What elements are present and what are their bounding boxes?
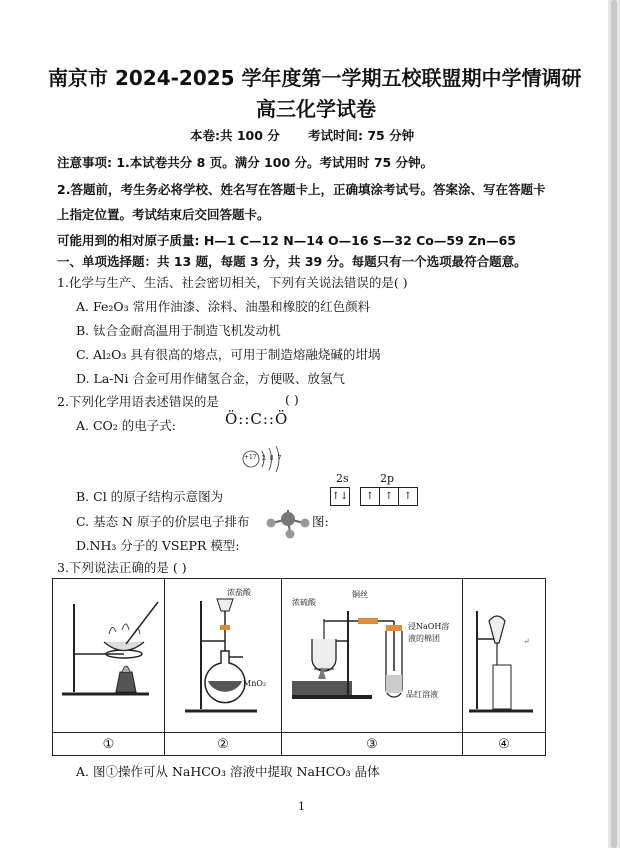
hydrogen-atom bbox=[286, 530, 295, 539]
total-score: 本卷:共 100 分 bbox=[190, 128, 280, 143]
q1-option-a: A. Fe₂O₃ 常用作油漆、涂料、油墨和橡胶的红色颜料 bbox=[76, 299, 371, 314]
orbital-2s-label: 2s bbox=[336, 472, 349, 485]
label-copper-wire: 铜丝 bbox=[352, 589, 368, 599]
title-line-1: 南京市 2024-2025 学年度第一学期五校联盟期中学情调研 bbox=[48, 66, 582, 90]
nitrogen-atom bbox=[281, 512, 295, 526]
label-naoh-cotton-1: 浸NaOH溶 bbox=[408, 621, 450, 631]
q2-option-c-suffix: 图: bbox=[312, 514, 329, 529]
orbital-2s-box: ↑↓ bbox=[330, 487, 350, 506]
label-conc-h2so4: 浓硫酸 bbox=[292, 597, 316, 607]
title-line-2: 高三化学试卷 bbox=[256, 97, 376, 121]
q1-stem: 1.化学与生产、生活、社会密切相关，下列有关说法错误的是( ) bbox=[57, 275, 408, 290]
q3-stem: 3.下列说法正确的是 ( ) bbox=[57, 560, 187, 575]
label-naoh-cotton-2: 液的棉团 bbox=[408, 633, 440, 643]
section-heading: 一、单项选择题：共 13 题，每题 3 分，共 39 分。每题只有一个选项最符合题意。 bbox=[57, 254, 527, 269]
orbital-2p-box-1: ↑ bbox=[360, 487, 380, 506]
figure-2-label: ② bbox=[165, 733, 282, 756]
q2-option-d: D.NH₃ 分子的 VSEPR 模型: bbox=[76, 538, 240, 553]
q2-stem: 2.下列化学用语表述错误的是 bbox=[57, 394, 219, 409]
q2-option-b: B. Cl 的原子结构示意图为 bbox=[76, 489, 224, 504]
orbital-boxes bbox=[330, 486, 418, 506]
q2-option-c: C. 基态 N 原子的价层电子排布 bbox=[76, 514, 250, 529]
figure-1-label: ① bbox=[53, 733, 165, 756]
cl-shell-electrons: 2 8 7 bbox=[262, 455, 283, 462]
separatory-funnel-figure bbox=[463, 581, 545, 731]
evaporation-apparatus-figure bbox=[54, 584, 164, 724]
figure-3-cell bbox=[282, 579, 463, 733]
label-conc-hcl: 浓盐酸 bbox=[227, 587, 251, 597]
return-mark: ↵ bbox=[523, 636, 530, 646]
q2-answer-paren: ( ) bbox=[285, 392, 299, 407]
figure-4-cell bbox=[463, 579, 546, 733]
notes-line-3: 上指定位置。考试结束后交回答题卡。 bbox=[57, 207, 270, 222]
label-magenta-solution: 品红溶液 bbox=[406, 689, 438, 699]
orbital-2p-box-3: ↑ bbox=[399, 487, 418, 506]
figure-1-cell bbox=[53, 579, 165, 733]
figure-2-cell bbox=[165, 579, 282, 733]
hydrogen-atom bbox=[267, 519, 276, 528]
q2-option-a: A. CO₂ 的电子式: bbox=[76, 418, 176, 433]
figure-4-label: ④ bbox=[463, 733, 546, 756]
page-number: 1 bbox=[298, 800, 305, 813]
atomic-masses: 可能用到的相对原子质量: H—1 C—12 N—14 O—16 S—32 Co—59 Zn—65 bbox=[57, 233, 516, 248]
notes-line-1: 注意事项: 1.本试卷共分 8 页。满分 100 分。考试用时 75 分钟。 bbox=[57, 155, 434, 170]
cl-nucleus-charge: +17 bbox=[244, 454, 257, 461]
vertical-scrollbar[interactable] bbox=[608, 0, 620, 848]
nh3-vsepr-model bbox=[262, 507, 314, 539]
exam-time: 考试时间: 75 分钟 bbox=[308, 128, 415, 143]
notes-line-2: 2.答题前，考生务必将学校、姓名写在答题卡上，正确填涂考试号。答案涂、写在答题卡 bbox=[57, 182, 546, 197]
orbital-2p-label: 2p bbox=[380, 472, 395, 485]
chlorine-generation-figure bbox=[165, 581, 281, 731]
q1-option-d: D. La-Ni 合金可用作储氢合金，方便吸、放氢气 bbox=[76, 371, 345, 386]
q1-option-c: C. Al₂O₃ 具有很高的熔点，可用于制造熔融烧碱的坩埚 bbox=[76, 347, 381, 362]
apparatus-table bbox=[52, 578, 546, 756]
q3-option-a: A. 图①操作可从 NaHCO₃ 溶液中提取 NaHCO₃ 晶体 bbox=[76, 764, 380, 779]
figure-3-label: ③ bbox=[282, 733, 463, 756]
scrollbar-thumb[interactable] bbox=[611, 0, 617, 848]
q1-option-b: B. 钛合金耐高温用于制造飞机发动机 bbox=[76, 323, 281, 338]
orbital-2p-box-2: ↑ bbox=[380, 487, 399, 506]
label-mno2: MnO₂ bbox=[243, 678, 267, 688]
co2-electron-formula: Ö::C::Ö bbox=[225, 410, 289, 428]
hydrogen-atom bbox=[301, 519, 310, 528]
